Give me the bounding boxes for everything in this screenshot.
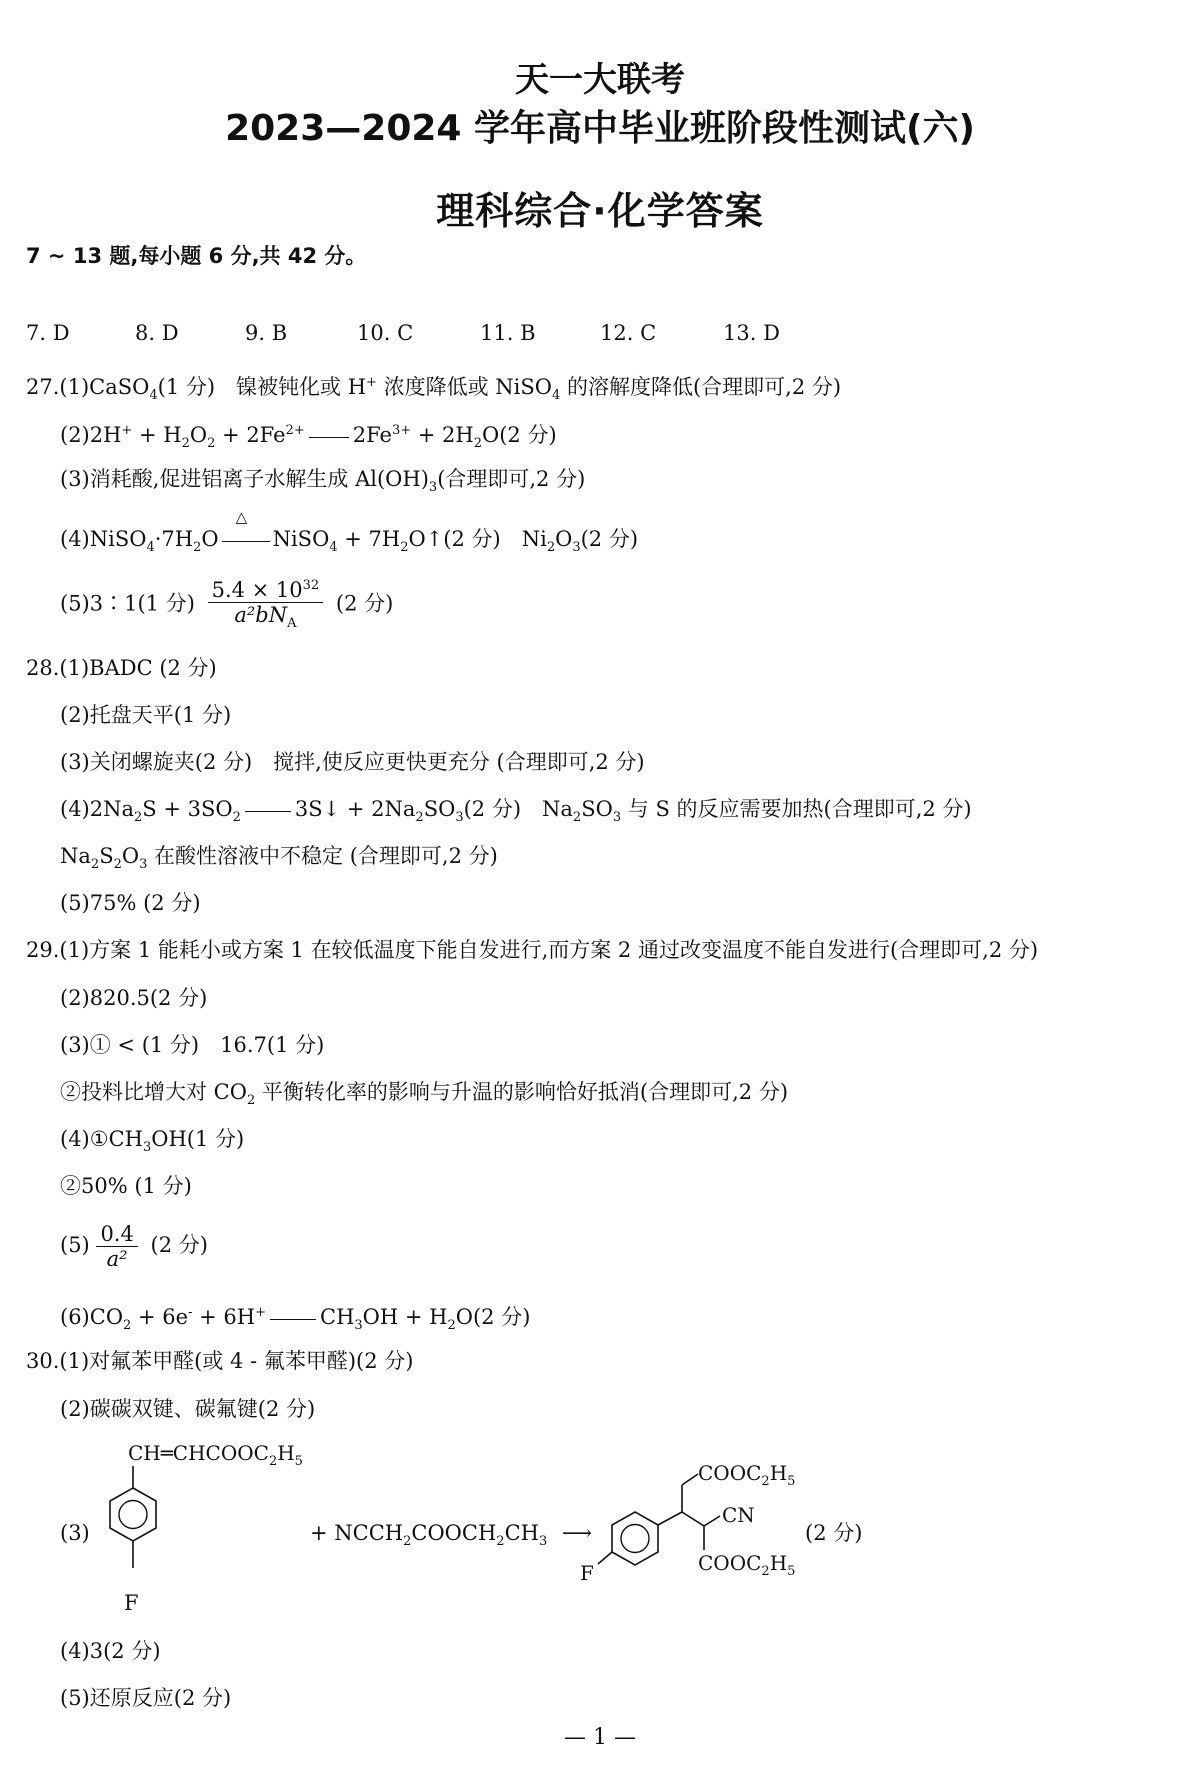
q28-part5: (5)75% (2 分) bbox=[60, 891, 201, 915]
q29-part6: $(6)CO_2 + 6e^- + 6H^+$ $CH_3OH + H_2O(2$ 分) bbox=[60, 1305, 531, 1334]
choice-12: 12. C bbox=[600, 321, 657, 345]
subject-title: 理科综合·化学答案 bbox=[436, 189, 764, 233]
q28-part4: $(4)2Na_2S + 3SO_2$ 3S↓ + $2Na_2SO_3(2$ 分) $Na_2SO_3$ 与 S 的反应需要加热(合理即可,2 分) bbox=[60, 797, 972, 826]
q28-part1: 28.(1)BADC (2 分) bbox=[26, 656, 217, 680]
choice-7: 7. D bbox=[26, 321, 70, 345]
choice-11: 11. B bbox=[480, 321, 536, 345]
heat-symbol: △ bbox=[235, 508, 248, 526]
org-title: 天一大联考 bbox=[515, 60, 685, 100]
q30-part3-score: (2 分) bbox=[805, 1521, 863, 1545]
reaction-arrow-icon: ⟶ bbox=[561, 1521, 593, 1545]
choice-13: 13. D bbox=[723, 321, 780, 345]
q27-part5: (5)3∶1(1 分) $\frac{5.4 \times 10^{32}}{a^2bN_A}$ (2 分) bbox=[60, 574, 393, 636]
q29-part4-2: ②50% (1 分) bbox=[60, 1174, 192, 1198]
q29-part1: 29.(1)方案 1 能耗小或方案 1 在较低温度下能自发进行,而方案 2 通过改变温度不能自发进行(合理即可,2 分) bbox=[26, 938, 1039, 962]
q27-part2: $(2)2H^+ + H_2O_2 + 2Fe^{2+}$ $2Fe^{3+} + 2H_2O(2$ 分) bbox=[60, 423, 557, 452]
q29-part3: (3)① < (1 分) 16.7(1 分) bbox=[60, 1033, 325, 1057]
page-number: — 1 — bbox=[564, 1725, 636, 1750]
q28-part3: (3)关闭螺旋夹(2 分) 搅拌,使反应更快更充分 (合理即可,2 分) bbox=[60, 750, 645, 774]
q29-part4: $(4)①CH_3OH(1$ 分) bbox=[60, 1127, 245, 1156]
q29-part5: (5) $\frac{0.4}{\text{a²}}$ (2 分) bbox=[60, 1222, 208, 1271]
choice-9: 9. B bbox=[245, 321, 288, 345]
q27-part1: 27.(1)CaSO$_4$(1 分) 镍被钝化或 H+ 浓度降低或 NiSO$_4$ 的溶解度降低(合理即可,2 分) bbox=[26, 375, 842, 404]
choice-8: 8. D bbox=[135, 321, 179, 345]
intro: 7 ~ 13 题,每小题 6 分,共 42 分。 bbox=[26, 244, 367, 268]
density-fraction: $\frac{5.4 \times 10^{32}}{a^2bN_A}$ bbox=[208, 574, 324, 636]
q28-part4-cont: $Na_2S_2O_3$ 在酸性溶液中不稳定 (合理即可,2 分) bbox=[60, 844, 498, 873]
fluoro-label: F bbox=[124, 1591, 139, 1615]
product-structure: $COOC_2H_5$ CN $COOC_2H_5$ F bbox=[580, 1460, 820, 1590]
q30-part1: 30.(1)对氟苯甲醛(或 4 - 氟苯甲醛)(2 分) bbox=[26, 1349, 414, 1373]
reactant-structure: $CH═CHCOOC_2H_5$ F bbox=[100, 1440, 340, 1625]
q29-part2: (2)820.5(2 分) bbox=[60, 986, 208, 1010]
k-fraction: $\frac{0.4}{\text{a²}}$ bbox=[96, 1222, 137, 1271]
exam-title: 2023—2024 学年高中毕业班阶段性测试(六) bbox=[225, 108, 975, 149]
q30-part2: (2)碳碳双键、碳氟键(2 分) bbox=[60, 1397, 316, 1421]
q29-part3-2: ②投料比增大对 $CO_2$ 平衡转化率的影响与升温的影响恰好抵消(合理即可,2 分) bbox=[60, 1080, 789, 1109]
benzene-ring-icon bbox=[100, 1440, 220, 1625]
q30-part5: (5)还原反应(2 分) bbox=[60, 1686, 232, 1710]
q27-part4: $(4)NiSO_4\cdot 7H_2O$ △ NiSO$_4$ + $7H_2O↑(2$ 分) $Ni_2O_3(2$ 分) bbox=[60, 526, 638, 561]
q27-part3: (3)消耗酸,促进铝离子水解生成 $Al(OH)_3$(合理即可,2 分) bbox=[60, 467, 586, 496]
q28-part2: (2)托盘天平(1 分) bbox=[60, 703, 232, 727]
reagent: + $NCCH_2COOCH_2CH_3$ ⟶ bbox=[310, 1521, 593, 1550]
q30-part4: (4)3(2 分) bbox=[60, 1639, 161, 1663]
choice-10: 10. C bbox=[357, 321, 414, 345]
q30-part3-label: (3) bbox=[60, 1521, 90, 1545]
